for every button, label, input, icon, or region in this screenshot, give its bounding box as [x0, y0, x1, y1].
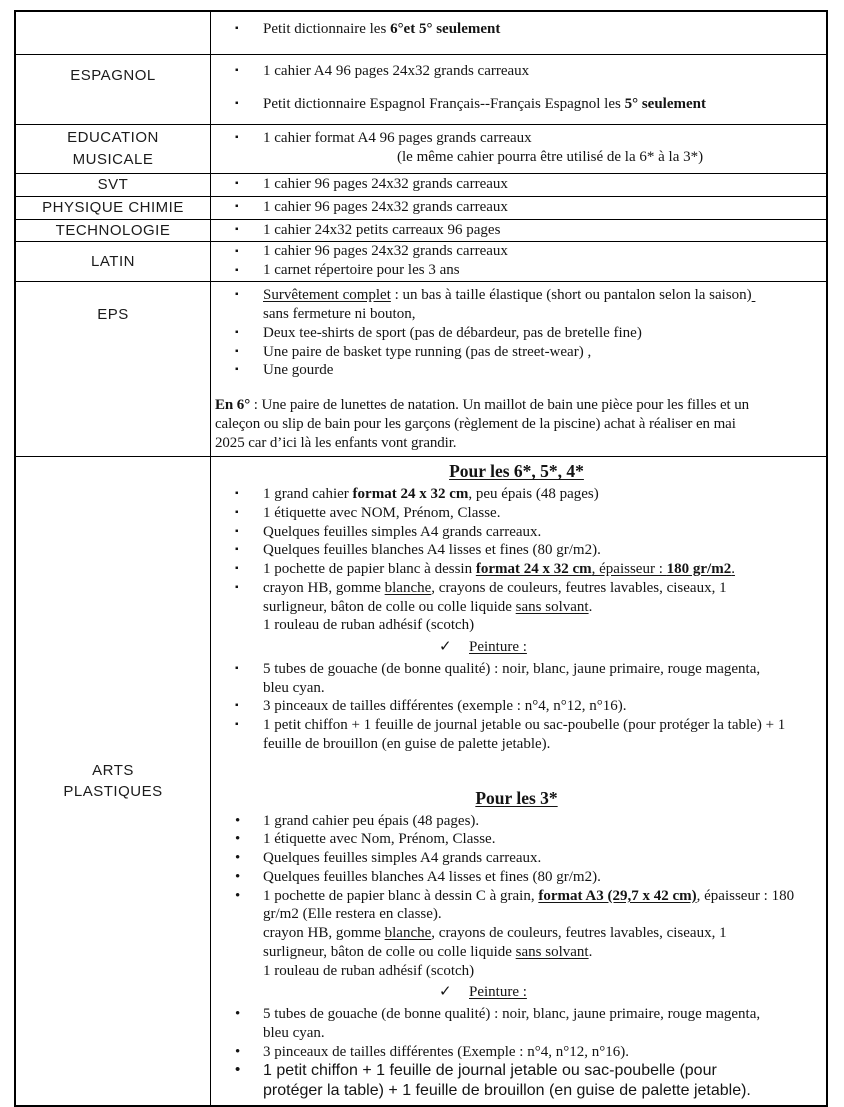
text-segment: sans fermeture ni bouton,: [263, 306, 416, 322]
text-segment: sans solvant: [515, 943, 589, 960]
section-heading: [211, 788, 822, 810]
text-segment: Petit dictionnaire les: [263, 21, 391, 37]
subject-cell: [16, 242, 211, 281]
text-segment: : un bas à taille élastique (short ou pantalon selon la saison): [390, 287, 752, 304]
list-item: [211, 1005, 822, 1043]
subject-cell: [16, 174, 211, 196]
spacer: [211, 754, 822, 770]
square-bullet-icon: ▪: [235, 488, 239, 500]
text-segment: Deux tee-shirts de sport (pas de débardeur, pas de bretelle fine): [263, 324, 642, 341]
items-cell: [211, 12, 826, 54]
subject-label: LATIN: [91, 252, 135, 270]
table-row: [16, 197, 826, 220]
item-text: [263, 1005, 822, 1043]
list-item: [211, 812, 822, 831]
items-cell: [211, 220, 826, 242]
text-segment: surligneur, bâton de colle ou colle liquide: [263, 598, 516, 615]
text-segment: 1 cahier 96 pages 24x32 grands carreaux: [263, 243, 508, 260]
item-text: [263, 243, 822, 262]
item-text: [263, 95, 822, 114]
text-segment: , crayons de couleurs, feutres lavables, ciseaux, 1: [431, 579, 727, 596]
text-segment: protéger la table) + 1 feuille de brouillon (en guise de palette jetable).: [263, 1082, 751, 1100]
item-text: [263, 523, 822, 542]
text-segment: , peu épais (48 pages): [468, 486, 599, 503]
item-text: [263, 1043, 822, 1062]
text-segment: Pour les 3*: [475, 787, 558, 808]
spacer: [211, 770, 822, 786]
text-segment: Petit dictionnaire Espagnol Français--Français Espagnol les: [263, 95, 625, 112]
item-text: [263, 361, 822, 380]
text-segment: (le même cahier pourra être utilisé de la 6* à la 3*): [397, 148, 704, 165]
subject-cell: [16, 55, 211, 124]
round-bullet-icon: •: [235, 831, 241, 848]
text-segment: 180 gr/m2: [666, 561, 732, 578]
list-item: [211, 849, 822, 868]
item-text: [469, 638, 822, 657]
table-row: [16, 220, 826, 243]
text-segment: Survêtement complet: [263, 287, 391, 304]
text-segment: .: [588, 943, 593, 960]
square-bullet-icon: ▪: [235, 544, 239, 556]
spacer: [211, 380, 822, 396]
item-text: [263, 887, 822, 925]
square-bullet-icon: ▪: [235, 132, 239, 143]
list-item: [211, 579, 822, 617]
square-bullet-icon: ▪: [235, 506, 239, 518]
checkmark-icon: ✓: [439, 984, 452, 1001]
text-segment: 5° seulement: [624, 95, 706, 112]
text-segment: 6°et 5° seulement: [390, 21, 501, 37]
text-segment: 1 carnet répertoire pour les 3 ans: [263, 261, 460, 278]
item-text: [263, 830, 822, 849]
list-item: [211, 20, 822, 39]
text-segment: .: [588, 598, 593, 615]
subject-label: EPS: [97, 306, 129, 324]
text-segment: format A3 (29,7 x 42 cm): [538, 887, 697, 904]
square-bullet-icon: ▪: [235, 264, 239, 276]
item-text: [263, 20, 822, 39]
list-item: [211, 129, 822, 148]
checkmark-icon: ✓: [439, 639, 452, 656]
text-segment: , crayons de couleurs, feutres lavables, ciseaux, 1: [431, 925, 727, 941]
list-item: [211, 541, 822, 560]
item-text: [263, 286, 822, 324]
text-segment: crayon HB, gomme: [263, 925, 385, 941]
round-bullet-icon: •: [235, 887, 241, 904]
text-segment: 5 tubes de gouache (de bonne qualité) : noir, blanc, jaune primaire, rouge magenta,: [263, 660, 761, 677]
text-segment: caleçon ou slip de bain pour les garçons (règlement de la piscine) achat à réaliser en mai: [215, 415, 736, 432]
text-segment: sans solvant: [515, 598, 589, 615]
text-segment: Quelques feuilles simples A4 grands carreaux.: [263, 523, 542, 540]
item-text: [469, 983, 822, 1002]
text-segment: format 24 x 32 cm: [352, 486, 469, 503]
square-bullet-icon: ▪: [235, 178, 239, 189]
text-segment: format 24 x 32 cm: [475, 561, 592, 578]
table-row: [16, 12, 826, 55]
text-segment: , épaisseur : 180 gr/m2 (Elle restera en classe).: [263, 887, 795, 923]
text-segment: 1 cahier 96 pages 24x32 grands carreaux: [263, 176, 508, 192]
text-segment: 1 petit chiffon + 1 feuille de journal jetable ou sac-poubelle (pour protéger la table) + 1 feuille de brouillon (en guise de palette jetable).: [263, 717, 786, 752]
item-text: [263, 541, 822, 560]
round-bullet-icon: •: [235, 868, 241, 885]
square-bullet-icon: ▪: [235, 326, 239, 338]
subject-label: TECHNOLOGIE: [55, 221, 171, 239]
item-text: [263, 175, 822, 194]
item-text: [263, 504, 822, 523]
item-text: [263, 485, 822, 504]
text-segment: 2025 car d’ici là les enfants vont grandir.: [215, 434, 457, 451]
table-row: [16, 125, 826, 174]
item-text: [263, 221, 822, 240]
item-text: [263, 343, 822, 362]
item-text: [263, 1061, 822, 1101]
list-item: [211, 243, 822, 262]
items-cell: [211, 242, 826, 281]
square-bullet-icon: ▪: [235, 581, 239, 593]
items-cell: [211, 197, 826, 219]
item-text: [263, 560, 822, 579]
text-segment: Quelques feuilles simples A4 grands carreaux.: [263, 850, 542, 866]
text-segment: 1 petit chiffon + 1 feuille de journal jetable ou sac-poubelle (pour: [263, 1062, 717, 1080]
list-item: [211, 221, 822, 240]
round-bullet-icon: •: [235, 1061, 241, 1079]
round-bullet-icon: •: [235, 1043, 241, 1060]
paint-section-label: [439, 983, 822, 1002]
items-cell: [211, 55, 826, 124]
subject-cell: [16, 197, 211, 219]
items-cell: [211, 282, 826, 456]
text-segment: Une gourde: [263, 362, 334, 379]
subject-label: ARTS: [92, 761, 134, 779]
table-row: [16, 55, 826, 125]
continuation-line: [263, 616, 822, 635]
item-text: [263, 198, 822, 217]
list-item: [211, 887, 822, 925]
item-text: [263, 925, 727, 960]
subject-cell: [16, 125, 211, 173]
text-segment: 1 grand cahier peu épais (48 pages).: [263, 812, 480, 829]
table-row: [16, 282, 826, 457]
item-text: [263, 617, 474, 633]
item-text: [263, 660, 822, 698]
subject-cell: [16, 457, 211, 1105]
supplies-table: [14, 10, 828, 1107]
square-bullet-icon: ▪: [235, 65, 239, 76]
round-bullet-icon: •: [235, 850, 241, 866]
text-segment: 1 grand cahier: [263, 486, 353, 503]
text-segment: Peinture :: [469, 984, 527, 1001]
note-line: [397, 148, 822, 167]
text-segment: 1 cahier 24x32 petits carreaux 96 pages: [263, 221, 501, 238]
item-text: [449, 461, 584, 481]
list-item: [211, 660, 822, 698]
subject-label: SVT: [97, 176, 129, 193]
subject-cell: [16, 282, 211, 456]
paragraph: [215, 396, 822, 452]
text-segment: 1 étiquette avec NOM, Prénom, Classe.: [263, 504, 501, 521]
subject-cell: [16, 12, 211, 54]
list-item: [211, 262, 822, 281]
text-segment: bleu cyan.: [263, 679, 325, 696]
text-segment: Quelques feuilles blanches A4 lisses et fines (80 gr/m2).: [263, 868, 601, 885]
square-bullet-icon: ▪: [235, 200, 239, 212]
list-item: [211, 361, 822, 380]
item-text: [263, 812, 822, 831]
text-segment: 1 rouleau de ruban adhésif (scotch): [263, 617, 475, 634]
square-bullet-icon: ▪: [235, 364, 239, 376]
text-segment: 1 cahier A4 96 pages 24x32 grands carreaux: [263, 63, 530, 79]
square-bullet-icon: ▪: [235, 525, 239, 537]
list-item: [211, 198, 822, 217]
text-segment: 1 rouleau de ruban adhésif (scotch): [263, 962, 475, 979]
text-segment: bleu cyan.: [263, 1024, 325, 1041]
square-bullet-icon: ▪: [235, 246, 239, 258]
item-text: [263, 716, 822, 754]
item-text: [263, 849, 822, 868]
square-bullet-icon: ▪: [235, 289, 239, 301]
text-segment: blanche: [384, 579, 432, 596]
item-text: [263, 697, 822, 716]
item-text: [263, 868, 822, 887]
item-text: [263, 262, 822, 281]
text-segment: 3 pinceaux de tailles différentes (exemple : n°4, n°12, n°16).: [263, 698, 627, 715]
table-row: [16, 457, 826, 1105]
round-bullet-icon: •: [235, 812, 241, 829]
text-segment: 1 cahier 96 pages 24x32 grands carreaux: [263, 198, 508, 215]
items-cell: [211, 174, 826, 196]
item-text: [263, 963, 474, 979]
subject-label: PHYSIQUE CHIMIE: [42, 198, 184, 216]
text-segment: En 6°: [215, 397, 251, 413]
text-segment: : Une paire de lunettes de natation. Un maillot de bain une pièce pour les filles et un: [250, 397, 750, 413]
continuation-line: [263, 962, 822, 981]
text-segment: Quelques feuilles blanches A4 lisses et fines (80 gr/m2).: [263, 542, 601, 559]
item-text: [215, 397, 749, 451]
round-bullet-icon: •: [235, 1006, 241, 1022]
table-row: [16, 242, 826, 282]
list-item: [211, 62, 822, 81]
square-bullet-icon: ▪: [235, 23, 239, 34]
text-segment: Une paire de basket type running (pas de street-wear) ,: [263, 343, 592, 360]
square-bullet-icon: ▪: [235, 223, 239, 235]
text-segment: crayon HB, gomme: [263, 579, 385, 596]
list-item: [211, 95, 822, 114]
text-segment: 1 étiquette avec Nom, Prénom, Classe.: [263, 831, 496, 848]
item-text: [263, 129, 822, 148]
text-segment: 1 cahier format A4 96 pages grands carreaux: [263, 130, 532, 146]
text-segment: 5 tubes de gouache (de bonne qualité) : noir, blanc, jaune primaire, rouge magenta,: [263, 1006, 761, 1022]
square-bullet-icon: ▪: [235, 345, 239, 357]
text-segment: 3 pinceaux de tailles différentes (Exemple : n°4, n°12, n°16).: [263, 1043, 629, 1060]
subject-label: ESPAGNOL: [70, 67, 156, 84]
items-cell: [211, 457, 826, 1105]
text-segment: blanche: [384, 925, 432, 941]
item-text: [263, 579, 822, 617]
list-item: [211, 504, 822, 523]
square-bullet-icon: ▪: [235, 700, 239, 712]
text-segment: surligneur, bâton de colle ou colle liquide: [263, 943, 516, 960]
list-item: [211, 716, 822, 754]
text-segment: [752, 287, 756, 303]
items-cell: [211, 125, 826, 173]
square-bullet-icon: ▪: [235, 719, 239, 731]
list-item: [211, 1061, 822, 1101]
text-segment: 1 pochette de papier blanc à dessin C à grain,: [263, 887, 539, 904]
subject-label: MUSICALE: [72, 151, 154, 168]
paint-section-label: [439, 638, 822, 657]
list-item: [211, 523, 822, 542]
square-bullet-icon: ▪: [235, 662, 239, 674]
item-text: [263, 62, 822, 81]
list-item: [211, 324, 822, 343]
list-item: [211, 830, 822, 849]
list-item: [211, 175, 822, 194]
list-item: [211, 868, 822, 887]
list-item: [211, 485, 822, 504]
list-item: [211, 1043, 822, 1062]
text-segment: , épaisseur :: [591, 561, 667, 578]
subject-cell: [16, 220, 211, 242]
list-item: [211, 560, 822, 579]
square-bullet-icon: ▪: [235, 563, 239, 575]
table-row: [16, 174, 826, 197]
item-text: [263, 324, 822, 343]
text-segment: 1 pochette de papier blanc à dessin: [263, 561, 476, 578]
continuation-line: [263, 924, 822, 962]
section-heading: [211, 461, 822, 483]
subject-label: PLASTIQUES: [63, 783, 163, 801]
list-item: [211, 343, 822, 362]
text-segment: Pour les 6*, 5*, 4*: [449, 461, 584, 482]
subject-label: EDUCATION: [67, 129, 159, 147]
list-item: [211, 286, 822, 324]
square-bullet-icon: ▪: [235, 97, 239, 109]
text-segment: .: [731, 561, 735, 578]
item-text: [475, 788, 557, 808]
list-item: [211, 697, 822, 716]
text-segment: Peinture :: [469, 639, 527, 656]
item-text: [397, 149, 703, 165]
